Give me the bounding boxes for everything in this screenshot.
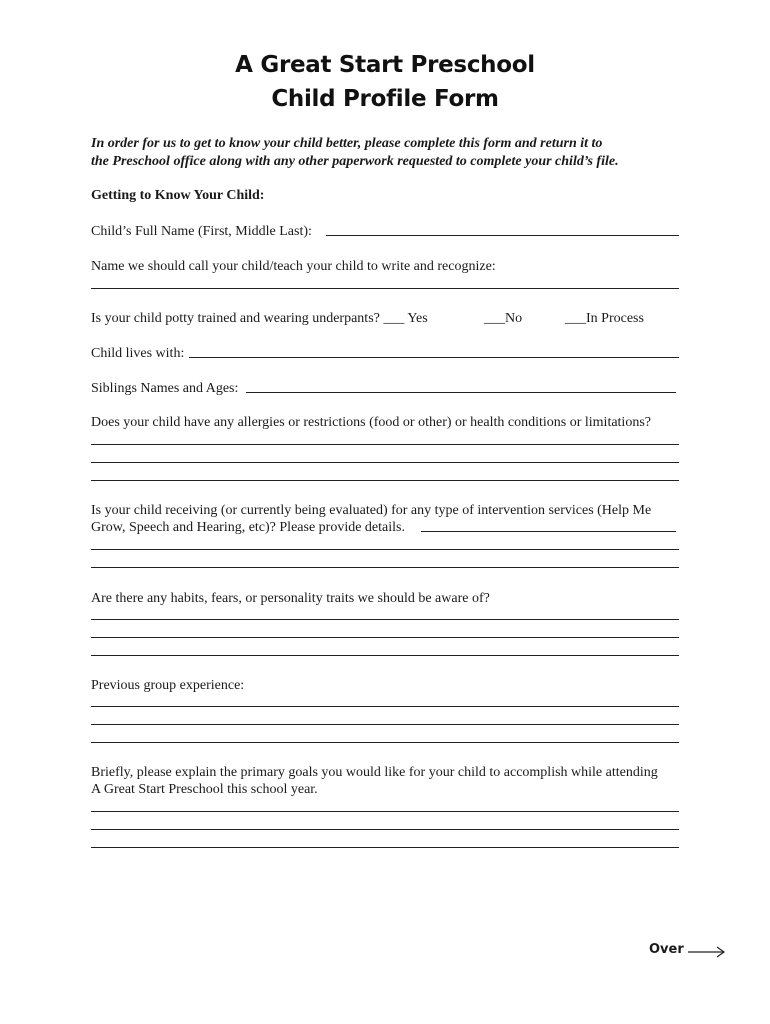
goals-input-line-3[interactable] [91,847,679,848]
allergies-label: Does your child have any allergies or restrictions (food or other) or health conditions or limitations? [91,415,651,430]
goals-input-line-1[interactable] [91,811,679,812]
allergies-input-line-2[interactable] [91,462,679,463]
full-name-label: Child’s Full Name (First, Middle Last): [91,224,312,239]
arrow-right-icon [688,946,726,958]
call-name-input-line[interactable] [91,288,679,289]
goals-label-line1: Briefly, please explain the primary goals you would like for your child to accomplish while attending [91,765,658,780]
allergies-input-line-1[interactable] [91,444,679,445]
call-name-label: Name we should call your child/teach your child to write and recognize: [91,259,496,274]
lives-with-label: Child lives with: [91,346,185,361]
group-experience-input-line-3[interactable] [91,742,679,743]
goals-input-line-2[interactable] [91,829,679,830]
intervention-input-line-3[interactable] [91,567,679,568]
section-heading: Getting to Know Your Child: [91,188,265,203]
form-title-line1: A Great Start Preschool [235,52,535,78]
goals-label-line2: A Great Start Preschool this school year. [91,782,318,797]
full-name-input-line[interactable] [326,235,679,236]
potty-trained-label: Is your child potty trained and wearing underpants? ___ Yes [91,311,428,326]
form-title-line2: Child Profile Form [271,86,499,112]
over-label: Over [649,942,684,957]
intro-line2: the Preschool office along with any other paperwork requested to complete your child’s file. [91,154,619,169]
siblings-input-line[interactable] [246,392,676,393]
lives-with-input-line[interactable] [189,357,679,358]
habits-input-line-1[interactable] [91,619,679,620]
habits-input-line-3[interactable] [91,655,679,656]
siblings-label: Siblings Names and Ages: [91,381,239,396]
habits-label: Are there any habits, fears, or personality traits we should be aware of? [91,591,490,606]
allergies-input-line-3[interactable] [91,480,679,481]
group-experience-input-line-1[interactable] [91,706,679,707]
group-experience-label: Previous group experience: [91,678,245,693]
intervention-label-line2: Grow, Speech and Hearing, etc)? Please provide details. [91,520,405,535]
potty-no-option[interactable]: ___No [484,311,523,326]
intervention-label-line1: Is your child receiving (or currently being evaluated) for any type of intervention services (Help Me [91,503,652,518]
intervention-input-line-1[interactable] [421,531,676,532]
habits-input-line-2[interactable] [91,637,679,638]
potty-in-process-option[interactable]: ___In Process [565,311,644,326]
intervention-input-line-2[interactable] [91,549,679,550]
intro-line1: In order for us to get to know your child better, please complete this form and return it to [91,136,603,151]
group-experience-input-line-2[interactable] [91,724,679,725]
